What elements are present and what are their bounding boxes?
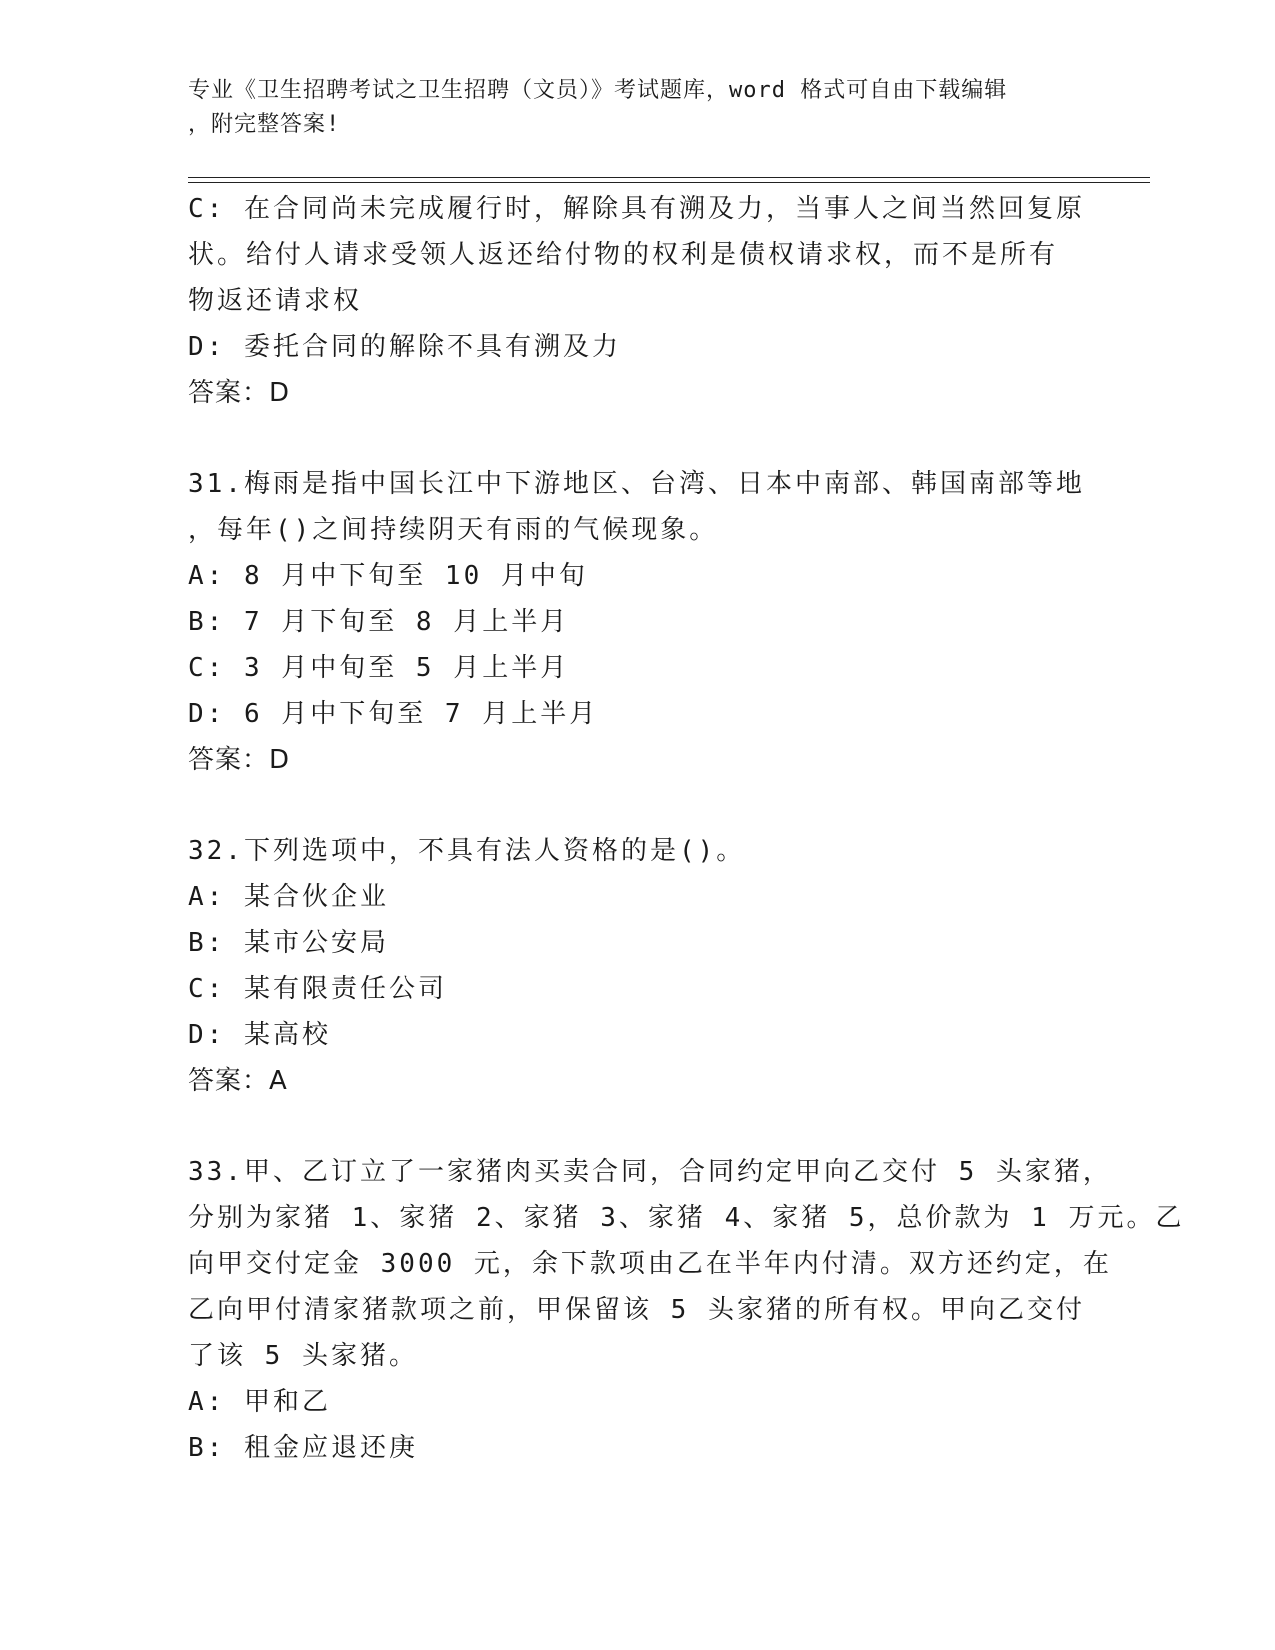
spacer [188, 416, 1088, 461]
header-title-line: 专业《卫生招聘考试之卫生招聘（文员）》考试题库，word 格式可自由下载编辑 [188, 78, 1008, 103]
spacer [188, 783, 1088, 828]
answer-line: 答案：D [188, 378, 291, 408]
option-c: C: 3 月中旬至 5 月上半月 [188, 653, 570, 683]
question-stem-line-1: 33.甲、乙订立了一家猪肉买卖合同，合同约定甲向乙交付 5 头家猪， [188, 1157, 1112, 1187]
question-block-31 [188, 461, 1088, 783]
option-a: A: 甲和乙 [188, 1387, 331, 1417]
question-stem-line-4: 乙向甲付清家猪款项之前，甲保留该 5 头家猪的所有权。甲向乙交付 [188, 1295, 1085, 1325]
option-d: D: 某高校 [188, 1020, 331, 1050]
option-c-line-1: C: 在合同尚未完成履行时，解除具有溯及力，当事人之间当然回复原 [188, 194, 1085, 224]
question-list [188, 186, 1185, 1471]
document-header [188, 74, 1088, 142]
option-a: A: 某合伙企业 [188, 882, 389, 912]
question-stem-line-2: ，每年()之间持续阴天有雨的气候现象。 [188, 515, 719, 545]
option-b: B: 7 月下旬至 8 月上半月 [188, 607, 570, 637]
question-stem-line-5: 了该 5 头家猪。 [188, 1341, 418, 1371]
option-b: B: 租金应退还庚 [188, 1433, 418, 1463]
option-c-line-2: 状。给付人请求受领人返还给付物的权利是债权请求权，而不是所有 [188, 240, 1059, 270]
question-block-33 [188, 1149, 1185, 1471]
option-d: D: 委托合同的解除不具有溯及力 [188, 332, 621, 362]
question-block-32 [188, 828, 1088, 1104]
answer-line: 答案：D [188, 745, 291, 775]
question-stem-line-1: 32.下列选项中，不具有法人资格的是()。 [188, 836, 746, 866]
question-stem-line-1: 31.梅雨是指中国长江中下游地区、台湾、日本中南部、韩国南部等地 [188, 469, 1085, 499]
option-a: A: 8 月中下旬至 10 月中旬 [188, 561, 588, 591]
header-divider-top [188, 177, 1150, 178]
header-divider-bottom [188, 182, 1150, 183]
option-c-line-3: 物返还请求权 [188, 286, 363, 316]
question-stem-line-3: 向甲交付定金 3000 元，余下款项由乙在半年内付清。双方还约定，在 [188, 1249, 1112, 1279]
answer-line: 答案：A [188, 1066, 288, 1096]
option-c: C: 某有限责任公司 [188, 974, 447, 1004]
option-b: B: 某市公安局 [188, 928, 389, 958]
question-stem-line-2: 分别为家猪 1、家猪 2、家猪 3、家猪 4、家猪 5，总价款为 1 万元。乙 [188, 1203, 1185, 1233]
question-block-previous [188, 186, 1088, 416]
header-title-line-continued: ，附完整答案! [188, 112, 341, 137]
option-d: D: 6 月中下旬至 7 月上半月 [188, 699, 599, 729]
spacer [188, 1104, 1088, 1149]
